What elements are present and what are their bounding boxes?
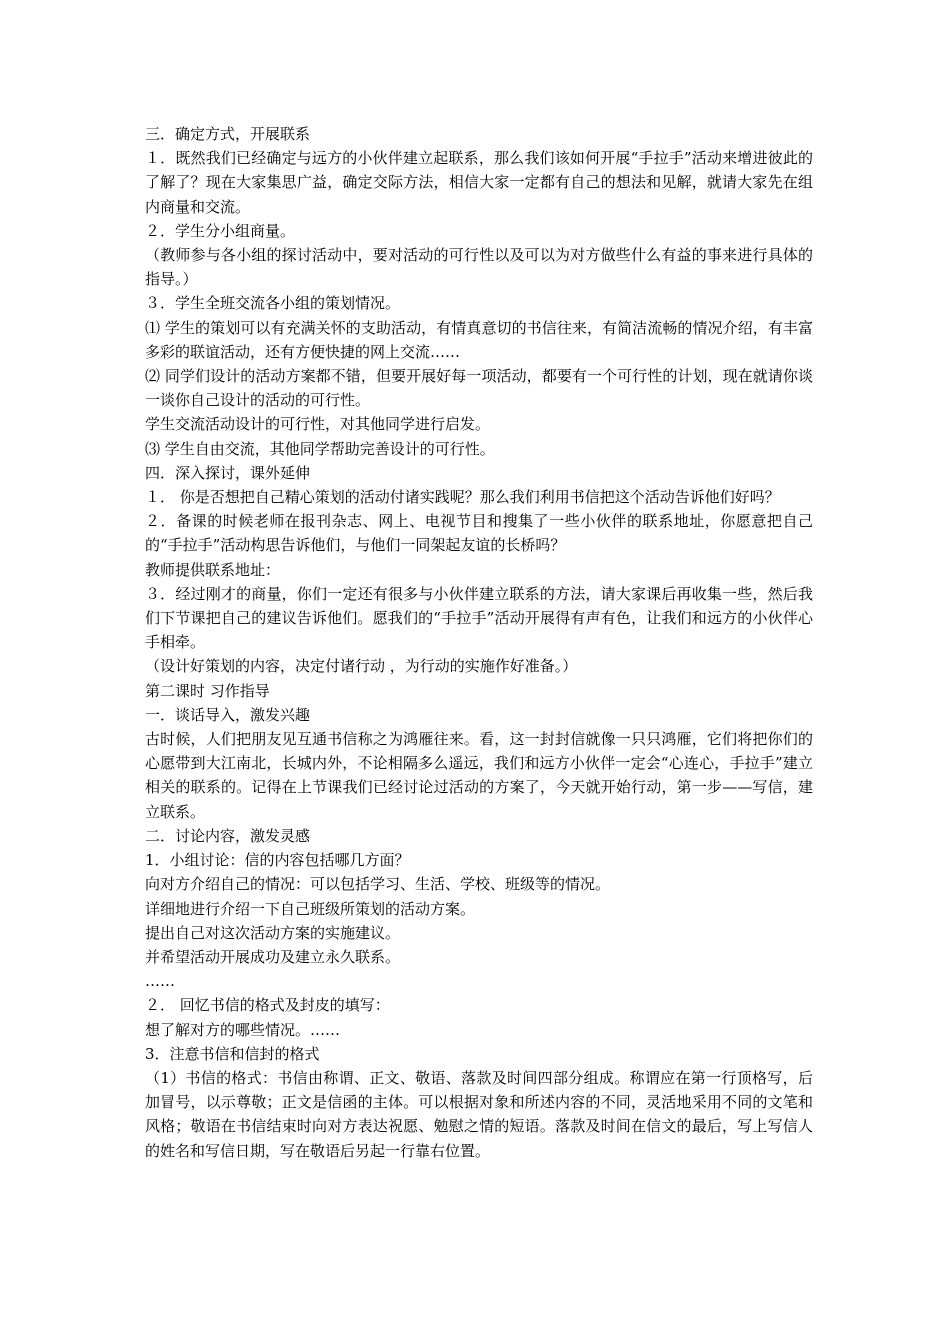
paragraph: ３．经过刚才的商量，你们一定还有很多与小伙伴建立联系的方法，请大家课后再收集一些，然后我们下节课把自己的建议告诉他们。愿我们的“手拉手”活动开展得有声有色，让我们和远方的小伙伴心手相牵。 <box>145 584 813 652</box>
paragraph: 提出自己对这次活动方案的实施建议。 <box>145 923 401 942</box>
document-body <box>145 122 813 1163</box>
paragraph: １．既然我们已经确定与远方的小伙伴建立起联系，那么我们该如何开展“手拉手”活动来增进彼此的了解了？现在大家集思广益，确定交际方法，相信大家一定都有自己的想法和见解，就请大家先在组内商量和交流。 <box>145 149 813 216</box>
paragraph: ２．学生分小组商量。 <box>145 221 296 240</box>
paragraph: （设计好策划的内容，决定付诸行动 ，为行动的实施作好准备。） <box>145 657 578 676</box>
paragraph: ２． 回忆书信的格式及封皮的填写： <box>145 996 390 1015</box>
section-heading-1: 一．谈话导入，激发兴趣 <box>145 705 311 724</box>
paragraph: ２．备课的时候老师在报刊杂志、网上、电视节目和搜集了一些小伙伴的联系地址，你愿意把自己的“手拉手”活动构思告诉他们，与他们一同架起友谊的长桥吗？ <box>145 512 813 555</box>
paragraph: …… <box>145 972 175 991</box>
section-heading-2: 二．讨论内容，激发灵感 <box>145 826 311 845</box>
paragraph: 教师提供联系地址： <box>145 560 281 579</box>
paragraph: （1）书信的格式：书信由称谓、正文、敬语、落款及时间四部分组成。称谓应在第一行顶格写，后加冒号，以示尊敬；正文是信函的主体。可以根据对象和所述内容的不同，灵活地采用不同的文笔和风格；敬语在书信结束时向对方表达祝愿、勉慰之情的短语。落款及时间在信文的最后，写上写信人的姓名和写信日期，写在敬语后另起一行靠右位置。 <box>145 1068 813 1160</box>
paragraph: 并希望活动开展成功及建立永久联系。 <box>145 947 401 966</box>
paragraph: 向对方介绍自己的情况：可以包括学习、生活、学校、班级等的情况。 <box>145 875 611 894</box>
section-heading-4: 四．深入探讨，课外延伸 <box>145 463 311 482</box>
section-heading-3: 三．确定方式，开展联系 <box>145 125 311 143</box>
paragraph: 想了解对方的哪些情况。…… <box>145 1020 341 1039</box>
paragraph: 3．注意书信和信封的格式 <box>145 1044 320 1063</box>
paragraph: ⑴ 学生的策划可以有充满关怀的支助活动，有情真意切的书信往来，有简洁流畅的情况介绍，有丰富多彩的联谊活动，还有方便快捷的网上交流…… <box>145 318 813 361</box>
paragraph: 1．小组讨论：信的内容包括哪几方面？ <box>145 851 410 870</box>
paragraph: ⑵ 同学们设计的活动方案都不错，但要开展好每一项活动，都要有一个可行性的计划，现在就请你谈一谈你自己设计的活动的可行性。 <box>145 367 813 410</box>
paragraph: ⑶ 学生自由交流，其他同学帮助完善设计的可行性。 <box>145 439 495 458</box>
paragraph: ３．学生全班交流各小组的策划情况。 <box>145 294 401 313</box>
paragraph: １． 你是否想把自己精心策划的活动付诸实践呢？那么我们利用书信把这个活动告诉他们好吗？ <box>145 488 780 507</box>
lesson-heading: 第二课时 习作指导 <box>145 681 270 700</box>
paragraph: 学生交流活动设计的可行性，对其他同学进行启发。 <box>145 415 491 434</box>
paragraph: （教师参与各小组的探讨活动中，要对活动的可行性以及可以为对方做些什么有益的事来进行具体的指导。） <box>145 246 813 289</box>
paragraph: 详细地进行介绍一下自己班级所策划的活动方案。 <box>145 899 476 918</box>
paragraph: 古时候，人们把朋友见互通书信称之为鸿雁往来。看，这一封封信就像一只只鸿雁，它们将把你们的心愿带到大江南北，长城内外，不论相隔多么遥远，我们和远方小伙伴一定会“心连心，手拉手”建立相关的联系的。记得在上节课我们已经讨论过活动的方案了，今天就开始行动，第一步——写信，建立联系。 <box>145 730 813 821</box>
